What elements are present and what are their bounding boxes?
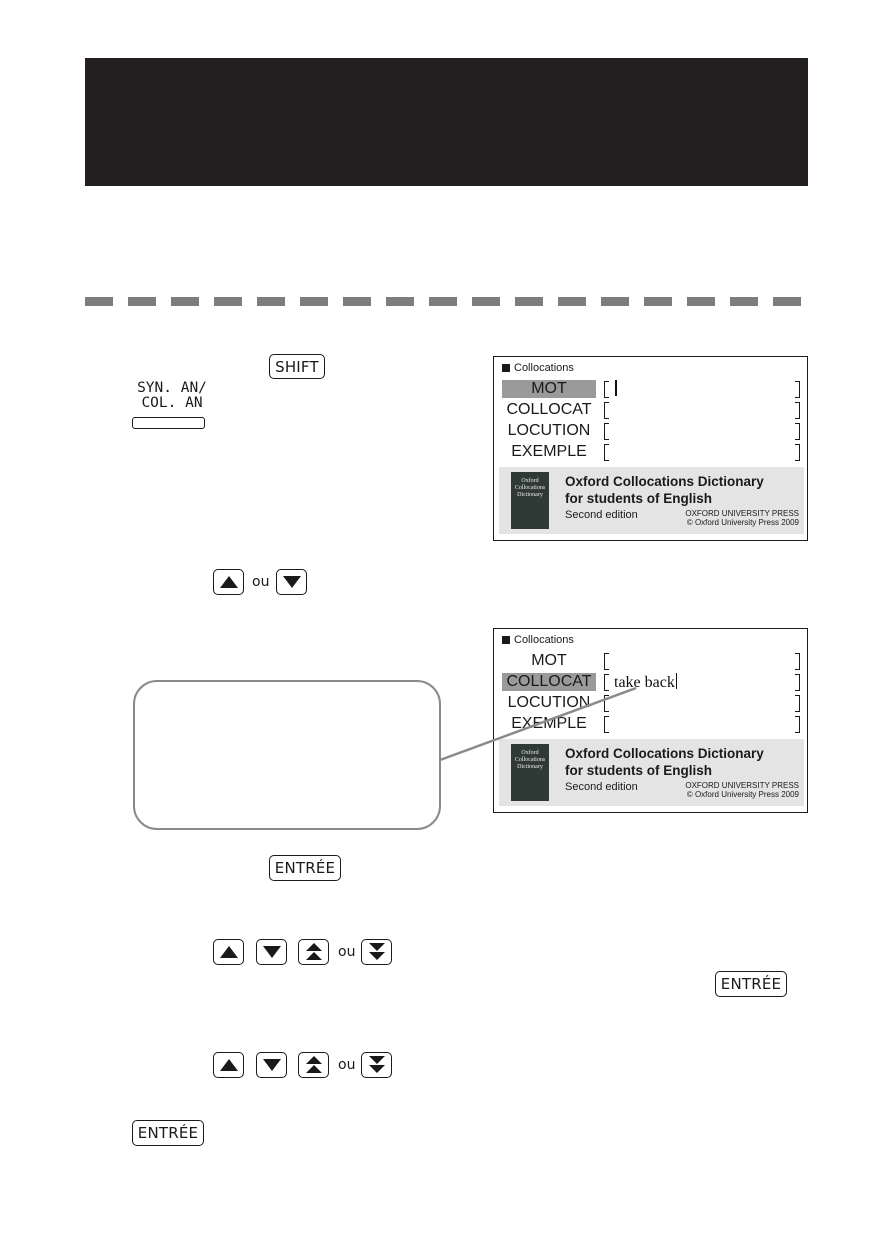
or-text: ou — [338, 944, 356, 960]
field-label-mot[interactable]: MOT — [531, 652, 567, 669]
up-arrow-key[interactable] — [213, 1052, 244, 1078]
syn-col-key-label — [132, 381, 212, 411]
double-down-triangle-icon — [369, 943, 385, 961]
dashed-divider — [85, 297, 808, 306]
field-label-exemple[interactable]: EXEMPLE — [511, 443, 587, 460]
banner-edition: Second edition — [565, 781, 638, 793]
dictionary-banner — [499, 467, 804, 534]
down-triangle-icon — [263, 1059, 281, 1071]
field-input-exemple[interactable] — [604, 444, 800, 461]
down-triangle-icon — [263, 946, 281, 958]
entree-key[interactable] — [269, 855, 341, 881]
field-input-mot[interactable] — [604, 653, 800, 670]
square-icon — [502, 636, 510, 644]
book-cover-icon: Oxford Collocations Dictionary — [511, 472, 549, 529]
book-cover-icon: Oxford Collocations Dictionary — [511, 744, 549, 801]
square-icon — [502, 364, 510, 372]
screen-header-text: Collocations — [514, 362, 574, 374]
down-arrow-key[interactable] — [256, 939, 287, 965]
shift-key[interactable] — [269, 354, 325, 379]
entree-key-label: ENTRÉE — [137, 1124, 199, 1142]
up-triangle-icon — [220, 946, 238, 958]
page-up-key[interactable] — [298, 1052, 329, 1078]
down-arrow-key[interactable] — [276, 569, 307, 595]
field-input-locution[interactable] — [604, 423, 800, 440]
double-up-triangle-icon — [306, 1056, 322, 1074]
field-label-collocat[interactable]: COLLOCAT — [506, 401, 592, 418]
up-arrow-key[interactable] — [213, 569, 244, 595]
field-label-locution[interactable]: LOCUTION — [507, 694, 591, 711]
banner-publisher: OXFORD UNIVERSITY PRESS © Oxford University Press 2009 — [685, 781, 799, 799]
banner-title: Oxford Collocations Dictionary for students of English — [565, 746, 764, 778]
syn-key-line1: SYN. AN/ — [137, 380, 207, 396]
callout-bubble — [133, 680, 441, 830]
double-down-triangle-icon — [369, 1056, 385, 1074]
collocat-value: take back — [614, 674, 675, 691]
field-value — [614, 380, 617, 399]
syn-col-key-button[interactable] — [132, 417, 205, 429]
text-cursor — [676, 673, 678, 689]
field-input-collocat[interactable] — [604, 402, 800, 419]
up-triangle-icon — [220, 576, 238, 588]
shift-key-label: SHIFT — [275, 357, 319, 376]
entree-key[interactable] — [715, 971, 787, 997]
down-triangle-icon — [283, 576, 301, 588]
down-arrow-key[interactable] — [256, 1052, 287, 1078]
or-text: ou — [338, 1057, 356, 1073]
page-down-key[interactable] — [361, 939, 392, 965]
up-triangle-icon — [220, 1059, 238, 1071]
page-down-key[interactable] — [361, 1052, 392, 1078]
screen-header-text: Collocations — [514, 634, 574, 646]
entree-key-label: ENTRÉE — [720, 975, 782, 993]
entree-key-label: ENTRÉE — [274, 859, 336, 877]
title-bar — [85, 58, 808, 186]
field-input-mot[interactable] — [604, 381, 800, 398]
double-up-triangle-icon — [306, 943, 322, 961]
page-up-key[interactable] — [298, 939, 329, 965]
text-cursor — [615, 380, 617, 396]
field-label-mot[interactable]: MOT — [502, 380, 596, 398]
screen-header — [502, 362, 574, 374]
banner-publisher: OXFORD UNIVERSITY PRESS © Oxford University Press 2009 — [685, 509, 799, 527]
or-text: ou — [252, 574, 270, 590]
callout-pointer-line — [436, 684, 642, 764]
screen-collocations-1 — [493, 356, 808, 541]
col-key-line2: COL. AN — [141, 395, 203, 411]
field-label-exemple[interactable]: EXEMPLE — [511, 715, 587, 732]
entree-key[interactable] — [132, 1120, 204, 1146]
banner-edition: Second edition — [565, 509, 638, 521]
screen-header — [502, 634, 574, 646]
up-arrow-key[interactable] — [213, 939, 244, 965]
field-label-collocat[interactable]: COLLOCAT — [502, 673, 596, 691]
banner-title: Oxford Collocations Dictionary for students of English — [565, 474, 764, 506]
field-label-locution[interactable]: LOCUTION — [507, 422, 591, 439]
